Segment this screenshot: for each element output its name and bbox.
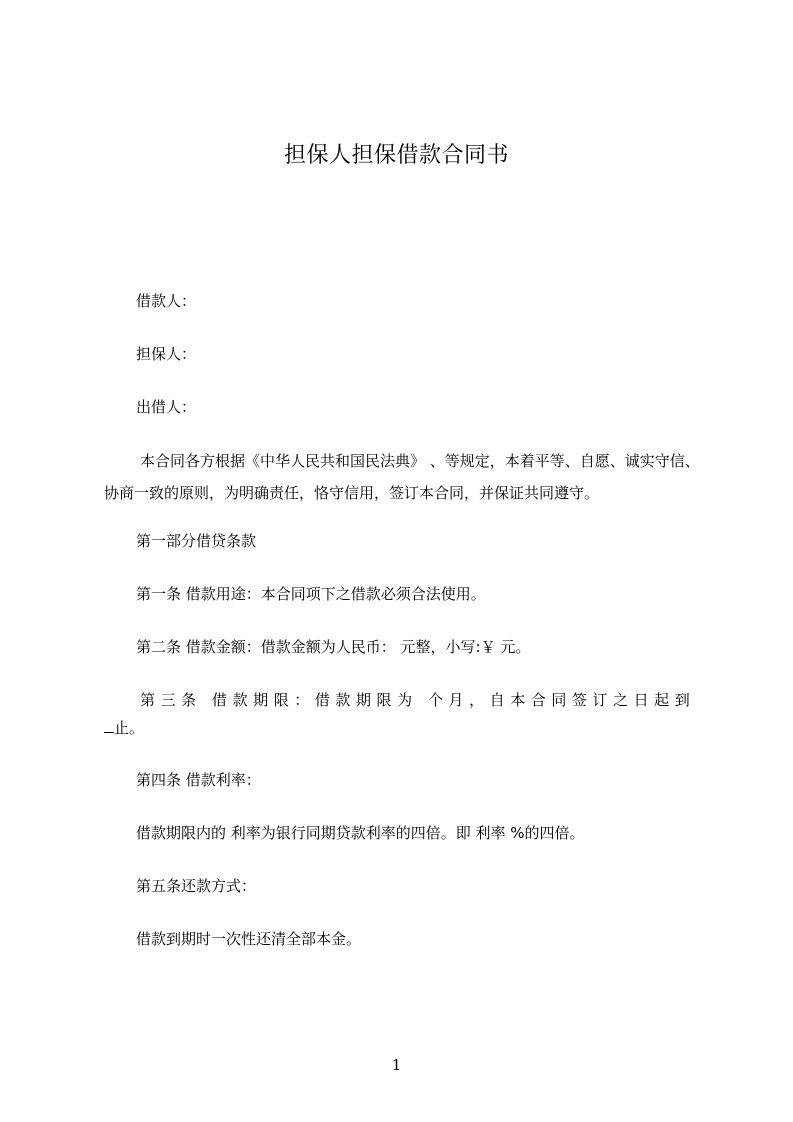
preamble-text: 本合同各方根据《中华人民共和国民法典》 、等规定，本着平等、自愿、诚实守信、协商一致的原则，为明确责任，恪守信用，签订本合同，并保证共同遵守。 <box>104 452 700 502</box>
article-3-char <box>418 689 423 711</box>
article-3-continuation-text: 止。 <box>114 719 145 737</box>
article-3-char: 条 <box>181 691 197 709</box>
guarantor-label: 担保人： <box>136 345 197 363</box>
article-3-char: 合 <box>530 691 546 709</box>
article-3-char: 三 <box>160 691 176 709</box>
article-1: 第一条 借款用途：本合同项下之借款必须合法使用。 <box>136 585 486 603</box>
article-3-char: 为 <box>397 691 413 709</box>
part-one-heading: 第一部分借贷条款 <box>136 532 257 550</box>
article-3-char: 借 <box>314 691 330 709</box>
article-3-char: 限 <box>273 691 289 709</box>
article-3-char: 第 <box>140 691 156 709</box>
article-3-char: 款 <box>232 691 248 709</box>
article-3-char <box>202 689 207 711</box>
article-3-char: 签 <box>571 691 587 709</box>
article-5-heading: 第五条还款方式： <box>136 877 257 895</box>
article-3-char: 期 <box>355 691 371 709</box>
article-3-char: 之 <box>613 691 629 709</box>
article-3-char: 本 <box>510 691 526 709</box>
article-3-char: 起 <box>654 691 670 709</box>
article-3-continuation <box>104 716 144 739</box>
article-3-char: 自 <box>489 691 505 709</box>
article-3-char: 借 <box>212 691 228 709</box>
blank-underline <box>104 716 114 733</box>
article-3-char: 限 <box>376 691 392 709</box>
article-3-char: 同 <box>551 691 567 709</box>
article-3-char: ， <box>469 691 485 709</box>
article-4-body: 借款期限内的 利率为银行同期贷款利率的四倍。即 利率 %的四倍。 <box>136 824 585 842</box>
article-2: 第二条 借款金额：借款金额为人民币： 元整，小写:￥ 元。 <box>136 638 531 656</box>
article-3-char: ： <box>294 691 310 709</box>
page-number: 1 <box>391 1056 402 1074</box>
article-3-char: 个 <box>427 691 443 709</box>
lender-label: 出借人： <box>136 398 197 416</box>
article-3-char: 款 <box>335 691 351 709</box>
article-3-char: 到 <box>674 691 690 709</box>
article-5-body: 借款到期时一次性还清全部本金。 <box>136 930 362 948</box>
article-4-heading: 第四条 借款利率： <box>136 771 261 789</box>
article-3-char: 订 <box>592 691 608 709</box>
article-3-char: 月 <box>448 691 464 709</box>
document-title: 担保人担保借款合同书 <box>283 143 509 168</box>
preamble-paragraph <box>104 445 704 509</box>
borrower-label: 借款人： <box>136 292 197 310</box>
article-3-first-line <box>140 689 690 711</box>
article-3-char: 期 <box>253 691 269 709</box>
article-3-char: 日 <box>633 691 649 709</box>
